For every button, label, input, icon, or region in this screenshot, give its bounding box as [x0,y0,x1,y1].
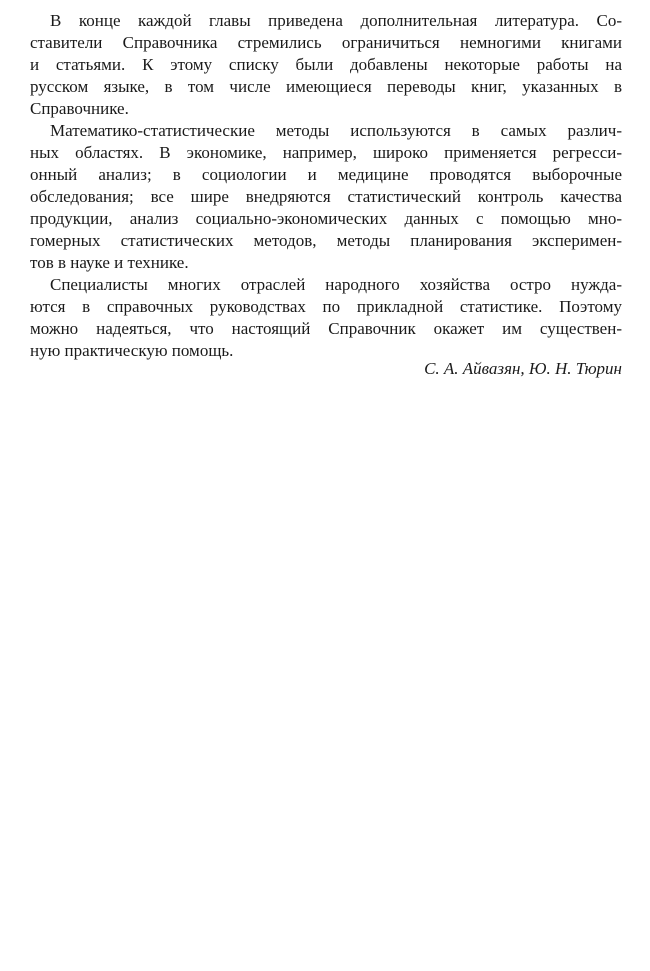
paragraph-2-line-6: гомерных статистических методов, методы планирования эксперимен- [30,231,622,250]
paragraph-2-line-1: Математико-статистические методы используются в самых различ- [50,121,622,140]
paragraph-2-line-7: тов в науке и технике. [30,253,189,272]
body-text [30,10,622,362]
paragraph-3-line-2: ются в справочных руководствах по прикладной статистике. Поэтому [30,297,622,316]
paragraph-2-line-3: онный анализ; в социологии и медицине проводятся выборочные [30,165,622,184]
authors-signature: С. А. Айвазян, Ю. Н. Тюрин [424,359,622,378]
paragraph-1-line-1: В конце каждой главы приведена дополнительная литература. Со- [50,11,622,30]
paragraph-3-line-1: Специалисты многих отраслей народного хозяйства остро нужда- [50,275,622,294]
paragraph-2-line-4: обследования; все шире внедряются статистический контроль качества [30,187,622,206]
paragraph-1-line-4: русском языке, в том числе имеющиеся переводы книг, указанных в [30,77,622,96]
paragraph-2-line-5: продукции, анализ социально-экономических данных с помощью мно- [30,209,622,228]
paragraph-1-line-3: и статьями. К этому списку были добавлены некоторые работы на [30,55,622,74]
paragraph-1-line-2: ставители Справочника стремились ограничиться немногими книгами [30,33,622,52]
paragraph-3-line-4: ную практическую помощь. [30,341,234,360]
paragraph-1-line-5: Справочнике. [30,99,129,118]
paragraph-2-line-2: ных областях. В экономике, например, широко применяется регресси- [30,143,622,162]
paragraph-3-line-3: можно надеяться, что настоящий Справочник окажет им существен- [30,319,622,338]
